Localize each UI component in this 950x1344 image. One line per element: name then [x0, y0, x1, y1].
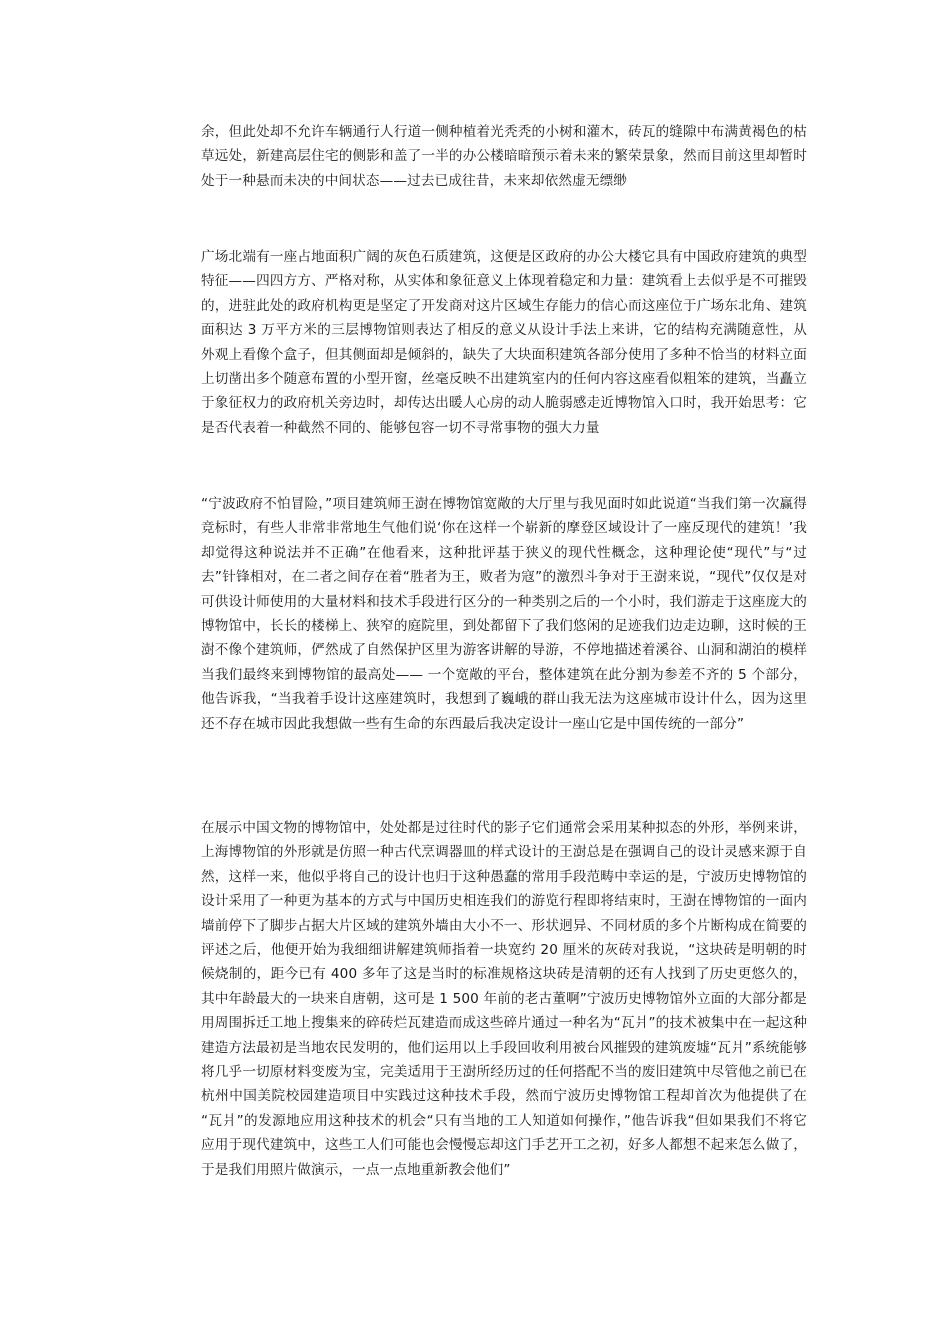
paragraph-government-building: 广场北端有一座占地面积广阔的灰色石质建筑，这便是区政府的办公大楼它具有中国政府建筑的典型特征——四四方方、严格对称，从实体和象征意义上体现着稳定和力量：建筑看上去似乎是不可摧毁的，进驻此处的政府机构更是坚定了开发商对这片区域生存能力的信心而这座位于广场东北角、建筑面积达 3 万平方米的三层博物馆则表达了相反的意义从设计手法上来讲，它的结构充满随意性，从外观上看像个盒子，但其侧面却是倾斜的，缺失了大块面积建筑各部分使用了多种不恰当的材料立面上切凿出多个随意布置的小型开窗，丝毫反映不出建筑室内的任何内容这座看似粗笨的建筑，当矗立于象征权力的政府机关旁边时，却传达出暖人心房的动人脆弱感走近博物馆入口时，我开始思考：它是否代表着一种截然不同的、能够包容一切不寻常事物的强大力量: [201, 249, 807, 436]
paragraph-street-scene: 余，但此处却不允许车辆通行人行道一侧种植着光秃秃的小树和灌木，砖瓦的缝隙中布满黄褐色的枯草远处，新建高层住宅的侧影和盖了一半的办公楼暗暗预示着未来的繁荣景象，然而目前这里却暂时处于一种悬而未决的中间状态——过去已成往昔，未来却依然虚无缥缈: [201, 124, 807, 189]
paragraph-architect-interview: “宁波政府不怕冒险，”项目建筑师王澍在博物馆宽敞的大厅里与我见面时如此说道“当我们第一次赢得竞标时，有些人非常非常地生气他们说‘你在这样一个崭新的摩登区域设计了一座反现代的建筑！’我却觉得这种说法并不正确”在他看来，这种批评基于狭义的现代性概念，这种理论使“现代”与“过去”针锋相对，在二者之间存在着“胜者为王，败者为寇”的激烈斗争对于王澍来说，“现代”仅仅是对可供设计师使用的大量材料和技术手段进行区分的一种类别之后的一个小时，我们游走于这座庞大的博物馆中，长长的楼梯上、狭窄的庭院里，到处都留下了我们悠闲的足迹我们边走边聊，这时候的王澍不像个建筑师，俨然成了自然保护区里为游客讲解的导游，不停地描述着溪谷、山洞和湖泊的模样当我们最终来到博物馆的最高处—— 一个宽敞的平台，整体建筑在此分割为参差不齐的 5 个部分，他告诉我，“当我着手设计这座建筑时，我想到了巍峨的群山我无法为这座城市设计什么，因为这里还不存在城市因此我想做一些有生命的东西最后我决定设计一座山它是中国传统的一部分”: [201, 496, 807, 732]
paragraph-wapan-technique: 在展示中国文物的博物馆中，处处都是过往时代的影子它们通常会采用某种拟态的外形，举例来讲，上海博物馆的外形就是仿照一种古代烹调器皿的样式设计的王澍总是在强调自己的设计灵感来源于自然，这样一来，他似乎将自己的设计也归于这种愚蠢的常用手段范畴中幸运的是，宁波历史博物馆的设计采用了一种更为基本的方式与中国历史相连我们的游览行程即将结束时，王澍在博物馆的一面内墙前停下了脚步占据大片区域的建筑外墙由大小不一、形状迥异、不同材质的多个片断构成在简要的评述之后，他便开始为我细细讲解建筑师指着一块宽约 20 厘米的灰砖对我说，“这块砖是明朝的时候烧制的，距今已有 400 多年了这是当时的标准规格这块砖是清朝的还有人找到了历史更悠久的，其中年龄最大的一块来自唐朝，这可是 1 500 年前的老古董啊”宁波历史博物馆外立面的大部分都是用周围拆迁工地上搜集来的碎砖烂瓦建造而成这些碎片通过一种名为“瓦爿”的技术被集中在一起这种建造方法最初是当地农民发明的，他们运用以上手段回收利用被台风摧毁的建筑废墟“瓦爿”系统能够将几乎一切原材料变废为宝，完美适用于王澍所经历过的任何搭配不当的废旧建筑中尽管他之前已在杭州中国美院校园建造项目中实践过这种技术手段，然而宁波历史博物馆工程却首次为他提供了在 “瓦爿”的发源地应用这种技术的机会“只有当地的工人知道如何操作，”他告诉我“但如果我们不将它应用于现代建筑中，这些工人们可能也会慢慢忘却这门手艺开工之初，好多人都想不起来怎么做了，于是我们用照片做演示，一点一点地重新教会他们”: [201, 820, 807, 1178]
